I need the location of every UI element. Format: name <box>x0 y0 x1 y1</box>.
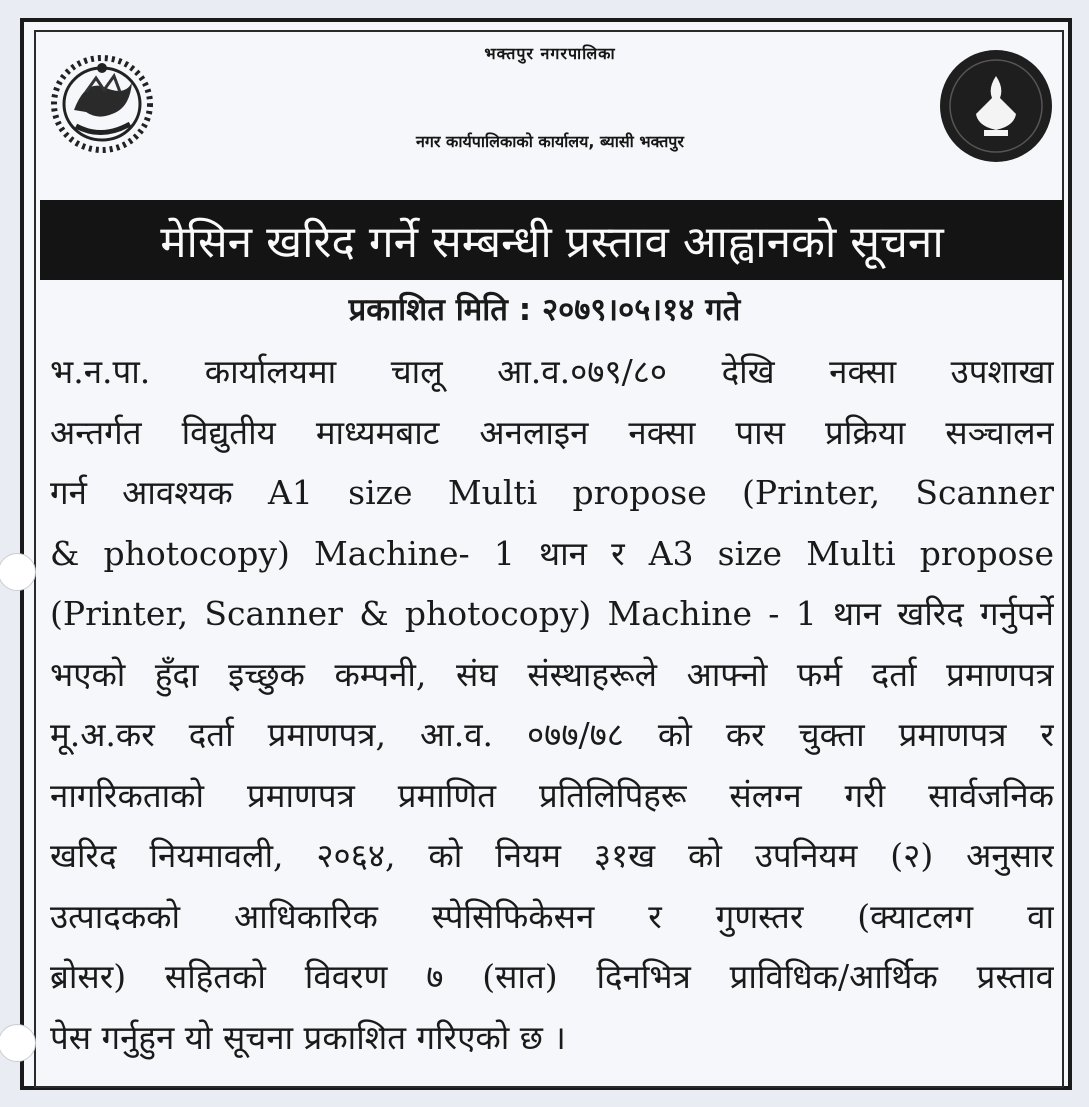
body-line: मू.अ.कर दर्ता प्रमाणपत्र, आ.व. ०७७/७८ को कर चुक्ता प्रमाणपत्र र <box>50 715 1054 754</box>
body-line: भएको हुँदा इच्छुक कम्पनी, संघ संस्थाहरूले आफ्नो फर्म दर्ता प्रमाणपत्र <box>50 654 1054 694</box>
body-line: अन्तर्गत विद्युतीय माध्यमबाट अनलाइन नक्सा पास प्रक्रिया सञ्चालन <box>50 412 1054 452</box>
body-line: पेस गर्नुहुन यो सूचना प्रकाशित गरिएको छ । <box>50 1017 566 1057</box>
office-name: नगर कार्यपालिकाको कार्यालय, ब्यासी भक्तपुर <box>416 132 684 151</box>
municipality-logo-icon <box>938 48 1054 164</box>
body-line: & photocopy) Machine- 1 थान र A3 size Multi propose <box>50 533 1054 573</box>
body-line: (Printer, Scanner & photocopy) Machine - 1 थान खरिद गर्नुपर्ने <box>50 594 1054 633</box>
body-line: भ.न.पा. कार्यालयमा चालू आ.व.०७९/८० देखि नक्सा उपशाखा <box>50 352 1054 391</box>
body-line: ब्रोसर) सहितको विवरण ७ (सात) दिनभित्र प्राविधिक/आर्थिक प्रस्ताव <box>50 957 1054 996</box>
body-line: नागरिकताको प्रमाणपत्र प्रमाणित प्रतिलिपिहरू संलग्न गरी सार्वजनिक <box>50 775 1054 815</box>
body-line: गर्न आवश्यक A1 size Multi propose (Printer, Scanner <box>50 473 1054 512</box>
published-date: प्रकाशित मिति : २०७९।०५।१४ गते <box>348 292 741 328</box>
notice-title: मेसिन खरिद गर्ने सम्बन्धी प्रस्ताव आह्वानको सूचना <box>160 217 944 268</box>
municipality-name: भक्तपुर नगरपालिका <box>484 44 616 63</box>
body-line: उत्पादकको आधिकारिक स्पेसिफिकेसन र गुणस्तर (क्याटलग वा <box>50 896 1054 936</box>
notice-body <box>50 342 1054 1068</box>
notice-header <box>40 34 1060 199</box>
notice-title-bar <box>40 200 1064 280</box>
body-line: खरिद नियमावली, २०६४, को नियम ३१ख को उपनियम (२) अनुसार <box>50 836 1054 875</box>
